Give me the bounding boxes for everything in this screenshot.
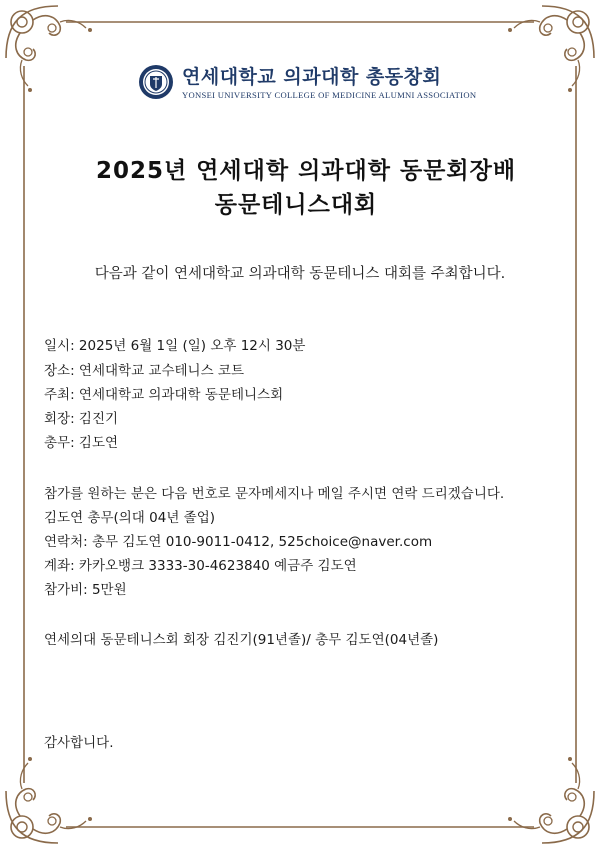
- signature-line: 연세의대 동문테니스회 회장 김진기(91년졸)/ 총무 김도연(04년졸): [44, 632, 439, 648]
- detail-date: 일시: 2025년 6월 1일 (일) 오후 12시 30분: [44, 338, 306, 354]
- contact-instructions: 참가를 원하는 분은 다음 번호로 문자메세지나 메일 주시면 연락 드리겠습니다.: [44, 486, 505, 502]
- event-title-line-1: 2025년 연세대학 의과대학 동문회장배: [95, 158, 517, 184]
- detail-secretary: 총무: 김도연: [44, 435, 119, 451]
- detail-president: 회장: 김진기: [44, 411, 119, 427]
- contact-fee: 참가비: 5만원: [44, 582, 127, 598]
- corner-ornament-top-left: [6, 6, 92, 92]
- university-emblem-icon: [138, 64, 174, 100]
- org-name-korean: 연세대학교 의과대학 총동창회: [182, 66, 442, 88]
- org-name-english: YONSEI UNIVERSITY COLLEGE OF MEDICINE ALUMNI ASSOCIATION: [182, 90, 477, 100]
- header-logo: [138, 60, 477, 106]
- contact-person: 김도연 총무(의대 04년 졸업): [44, 510, 215, 526]
- corner-ornament-bottom-left: [6, 757, 92, 843]
- detail-host: 주최: 연세대학교 의과대학 동문테니스회: [44, 387, 284, 403]
- corner-ornament-bottom-right: [508, 757, 594, 843]
- detail-venue: 장소: 연세대학교 교수테니스 코트: [44, 363, 244, 379]
- contact-phone-email: 연락처: 총무 김도연 010-9011-0412, 525choice@naver.com: [44, 534, 433, 550]
- contact-bank-account: 계좌: 카카오뱅크 3333-30-4623840 예금주 김도연: [44, 558, 357, 574]
- intro-text: 다음과 같이 연세대학교 의과대학 동문테니스 대회를 주최합니다.: [94, 266, 506, 282]
- event-title-line-2: 동문테니스대회: [214, 192, 378, 218]
- closing-text: 감사합니다.: [44, 735, 114, 751]
- corner-ornament-top-right: [508, 6, 594, 92]
